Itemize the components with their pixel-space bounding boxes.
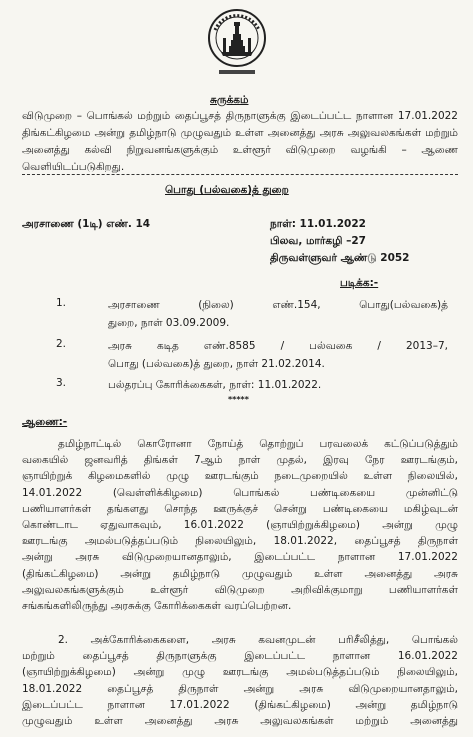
tamil-year: திருவள்ளுவர் ஆண்டு 2052 xyxy=(270,252,410,264)
summary-text: விடுமுறை – பொங்கல் மற்றும் தைப்பூசத் திருநாளுக்கு இடைப்பட்ட நாளான 17.01.2022 திங்கட்கிழமை அன்று தமிழ்நாடு முழுவதும் உள்ள அனைத்து அரசு அலுவலகங்கள் மற்றும் அனைத்து கல்வி நிறுவனங்களுக்கும் உள்ளூர் விடுமுறை வழங்கி – ஆணை வெளியிடப்படுகிறது. xyxy=(22,110,458,173)
separator-stars: ***** xyxy=(228,395,249,404)
order-paragraph-2: 2. அக்கோரிக்கைகளை, அரசு கவனமுடன் பரிசீலித்து, பொங்கல் மற்றும் தைப்பூசத் திருநாளுக்கு இடைப்பட்ட நாளான 16.01.2022 (ஞாயிற்றுக்கிழமை) அன்று முழு ஊரடங்கு அமல்படுத்தப்படும் நிலையிலும், 18.01.2022 தைப்பூசத் திருநாள் அன்று அரசு விடுமுறையானதாலும், இடைப்பட்ட நாளான 17.01.2022 (திங்கட்கிழமை) அன்று தமிழ்நாடு முழுவதும் உள்ள அனைத்து அரசு அலுவலகங்கள் மற்றும் அனைத்து xyxy=(22,634,458,728)
reference-item: அரசாணை (நிலை) எண்.154, பொது(பல்வகை)த் துறை, நாள் 03.09.2009. xyxy=(108,299,448,329)
order-date: நாள்: 11.01.2022 xyxy=(270,218,366,230)
reference-number: 3. xyxy=(56,377,67,389)
order-heading: ஆணை:- xyxy=(22,416,68,428)
order-paragraph-1: தமிழ்நாட்டில் கொரோனா நோய்த் தொற்றுப் பரவலைக் கட்டுப்படுத்தும் வகையில் ஜனவரித் திங்கள் 7ஆம் நாள் முதல், இரவு நேர ஊரடங்கும், ஞாயிற்றுக் கிழமைகளில் முழு ஊரடங்கும் நடைமுறையில் உள்ள நிலையில், 14.01.2022 (வெள்ளிக்கிழமை) பொங்கல் பண்டிகையை முன்னிட்டு பணியாளர்கள் தங்களது சொந்த ஊருக்குச் சென்று பண்டிகையை மகிழ்வுடன் கொண்டாட ஏதுவாகவும், 16.01.2022 (ஞாயிற்றுக்கிழமை) அன்று முழு ஊரடங்கு அமல்படுத்தப்படும் நிலையிலும், 18.01.2022, தைப்பூசத் திருநாள் அன்று அரசு விடுமுறையானதாலும், இடைப்பட்ட நாளான 17.01.2022 (திங்கட்கிழமை) அன்று தமிழ்நாடு முழுவதும் உள்ள அனைத்து அரசு அலுவலகங்களுக்கும் உள்ளூர் விடுமுறை அறிவிக்குமாறு பணியாளர்கள் சங்கங்களிலிருந்து அரசுக்கு கோரிக்கைகள் வரப்பெற்றன. xyxy=(22,438,458,613)
reference-item: அரசு கடித எண்.8585 / பல்வகை / 2013–7, பொது (பல்வகை)த் துறை, நாள் 21.02.2014. xyxy=(108,340,448,370)
department-title: பொது (பல்வகை)த் துறை xyxy=(165,184,289,196)
read-heading: படிக்க:- xyxy=(340,277,379,289)
tamil-date: பிலவ, மார்கழி –27 xyxy=(270,235,366,247)
order-number: அரசாணை (1டி) எண். 14 xyxy=(22,218,151,230)
tamil-nadu-emblem-icon xyxy=(207,6,267,82)
divider xyxy=(22,174,458,175)
reference-number: 2. xyxy=(56,338,67,350)
reference-item: பல்தரப்பு கோரிக்கைகள், நாள்: 11.01.2022. xyxy=(108,379,322,391)
reference-number: 1. xyxy=(56,297,67,309)
summary-heading: சுருக்கம் xyxy=(210,94,249,106)
